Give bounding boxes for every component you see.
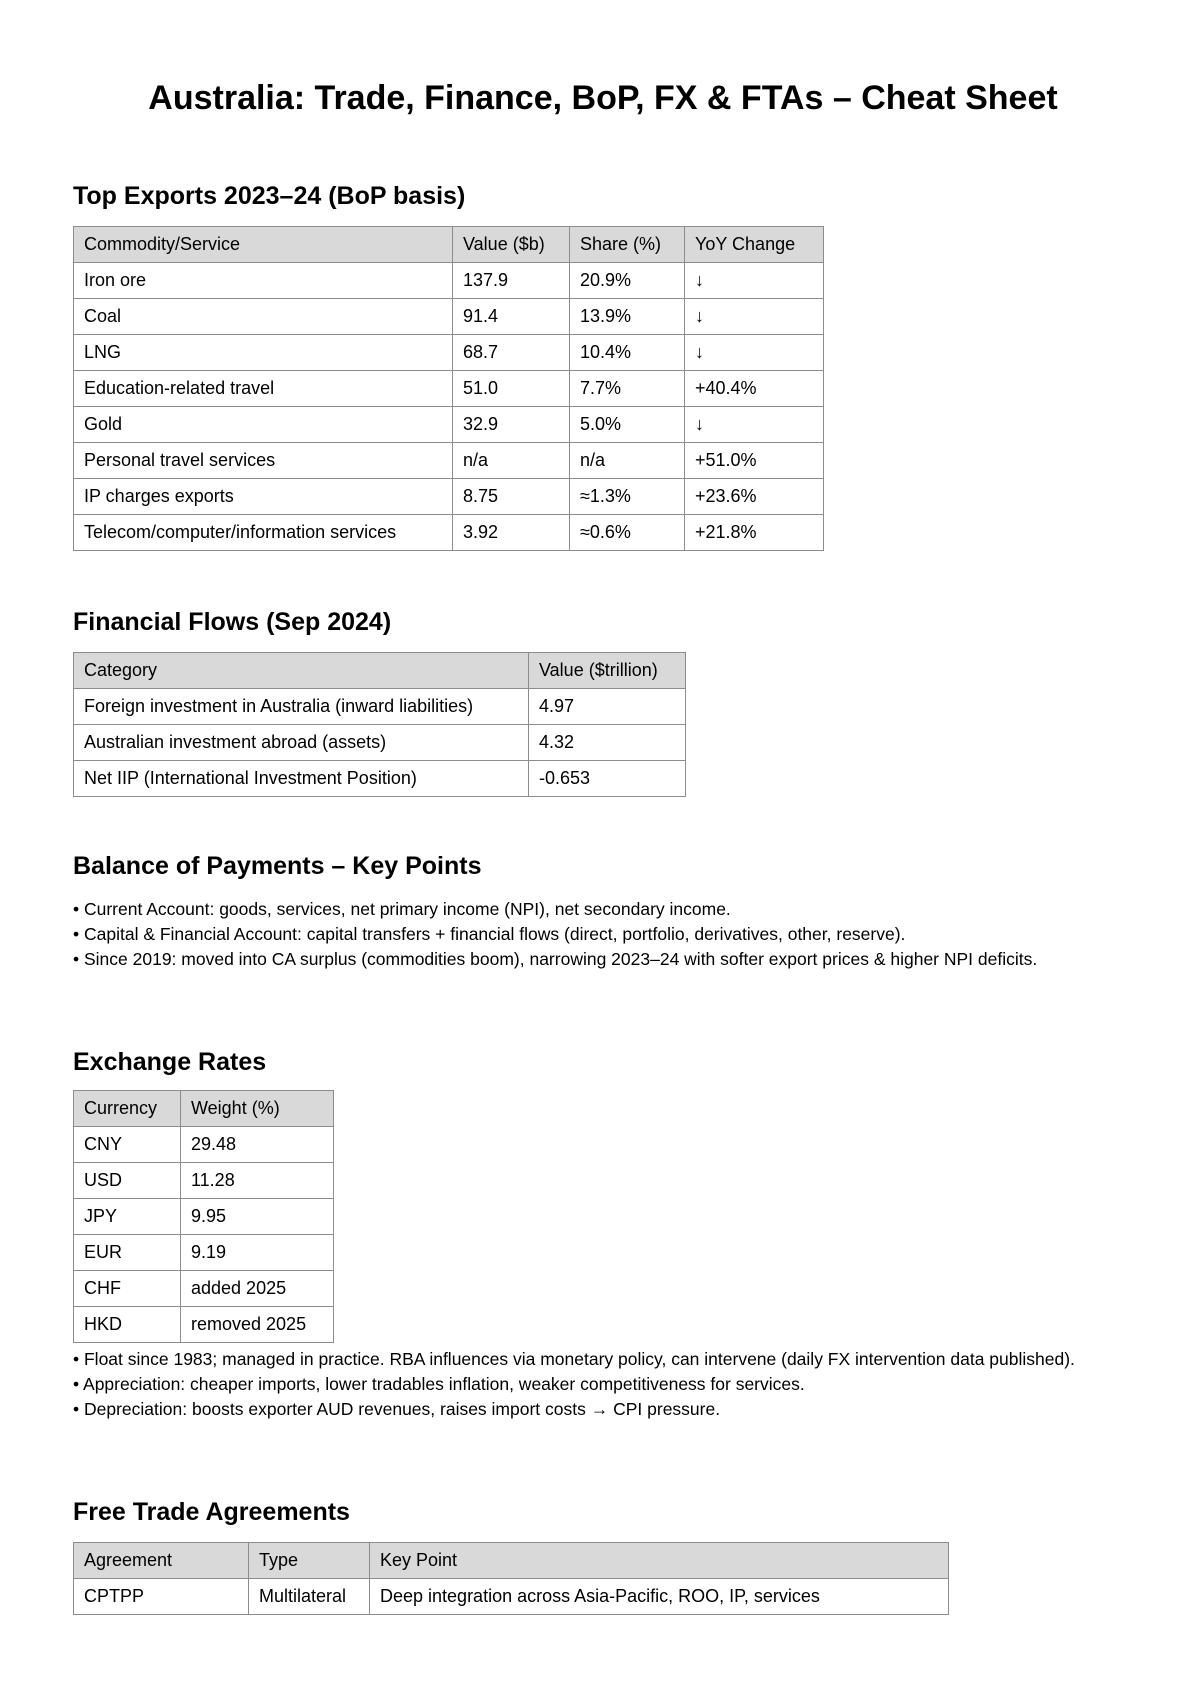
flows-heading: Financial Flows (Sep 2024) [73,608,392,636]
fx-table [73,1090,334,1343]
bullet-item: • Capital & Financial Account: capital transfers + financial flows (direct, portfolio, derivatives, other, reserve). [73,924,906,944]
table-cell: 13.9% [570,299,685,335]
table-row [74,407,824,443]
fta-table [73,1542,949,1615]
table-cell: +51.0% [685,443,824,479]
fx-heading: Exchange Rates [73,1048,267,1076]
column-header: Commodity/Service [74,227,453,263]
exports-heading: Top Exports 2023–24 (BoP basis) [73,182,466,210]
table-row [74,1579,949,1615]
fx-bullet-list [73,1348,1133,1423]
bullet-item: • Float since 1983; managed in practice. RBA influences via monetary policy, can intervene (daily FX intervention data published). [73,1349,1075,1369]
table-cell: Australian investment abroad (assets) [74,725,529,761]
table-cell: 9.19 [181,1235,334,1271]
table-row [74,1307,334,1343]
table-cell: +23.6% [685,479,824,515]
table-cell: n/a [453,443,570,479]
table-cell: Coal [74,299,453,335]
table-cell: Personal travel services [74,443,453,479]
bullet-item: • Since 2019: moved into CA surplus (commodities boom), narrowing 2023–24 with softer export prices & higher NPI deficits. [73,949,1038,969]
table-cell: 9.95 [181,1199,334,1235]
table-cell: 20.9% [570,263,685,299]
table-cell: ↓ [685,407,824,443]
column-header: Share (%) [570,227,685,263]
table-cell: Deep integration across Asia-Pacific, ROO, IP, services [370,1579,949,1615]
table-cell: Telecom/computer/information services [74,515,453,551]
table-cell: 11.28 [181,1163,334,1199]
bullet-item: • Depreciation: boosts exporter AUD revenues, raises import costs → CPI pressure. [73,1399,721,1419]
table-cell: -0.653 [529,761,686,797]
table-row [74,299,824,335]
table-header-row [74,227,824,263]
bullet-item: • Appreciation: cheaper imports, lower tradables inflation, weaker competitiveness for services. [73,1374,805,1394]
column-header: Key Point [370,1543,949,1579]
page-title: Australia: Trade, Finance, BoP, FX & FTAs – Cheat Sheet [148,79,1058,117]
table-cell: 51.0 [453,371,570,407]
table-row [74,335,824,371]
table-row [74,761,686,797]
table-cell: removed 2025 [181,1307,334,1343]
table-cell: 29.48 [181,1127,334,1163]
table-row [74,479,824,515]
table-row [74,443,824,479]
table-cell: n/a [570,443,685,479]
table-cell: Gold [74,407,453,443]
bop-bullet-list [73,898,1133,973]
table-cell: +40.4% [685,371,824,407]
column-header: Value ($b) [453,227,570,263]
table-cell: Iron ore [74,263,453,299]
table-row [74,1199,334,1235]
table-cell: 32.9 [453,407,570,443]
table-row [74,1163,334,1199]
column-header: Type [249,1543,370,1579]
table-cell: ↓ [685,299,824,335]
table-cell: 4.32 [529,725,686,761]
table-cell: 10.4% [570,335,685,371]
table-cell: Education-related travel [74,371,453,407]
table-row [74,1271,334,1307]
table-cell: HKD [74,1307,181,1343]
table-cell: Net IIP (International Investment Position) [74,761,529,797]
table-cell: 7.7% [570,371,685,407]
bullet-item: • Current Account: goods, services, net primary income (NPI), net secondary income. [73,899,731,919]
flows-table [73,652,686,797]
table-cell: 8.75 [453,479,570,515]
table-cell: 4.97 [529,689,686,725]
column-header: YoY Change [685,227,824,263]
table-cell: IP charges exports [74,479,453,515]
table-header-row [74,1543,949,1579]
bop-heading: Balance of Payments – Key Points [73,852,482,880]
table-row [74,515,824,551]
table-cell: ≈1.3% [570,479,685,515]
table-cell: +21.8% [685,515,824,551]
table-row [74,689,686,725]
column-header: Agreement [74,1543,249,1579]
table-cell: USD [74,1163,181,1199]
table-cell: CHF [74,1271,181,1307]
table-cell: JPY [74,1199,181,1235]
column-header: Category [74,653,529,689]
table-cell: 3.92 [453,515,570,551]
table-cell: 5.0% [570,407,685,443]
table-cell: ≈0.6% [570,515,685,551]
table-row [74,1235,334,1271]
column-header: Currency [74,1091,181,1127]
table-cell: 68.7 [453,335,570,371]
table-header-row [74,1091,334,1127]
column-header: Value ($trillion) [529,653,686,689]
table-row [74,371,824,407]
table-header-row [74,653,686,689]
table-cell: 91.4 [453,299,570,335]
exports-table [73,226,824,551]
table-row [74,263,824,299]
column-header: Weight (%) [181,1091,334,1127]
table-cell: ↓ [685,335,824,371]
table-cell: Multilateral [249,1579,370,1615]
table-cell: CNY [74,1127,181,1163]
table-cell: 137.9 [453,263,570,299]
table-cell: CPTPP [74,1579,249,1615]
fta-heading: Free Trade Agreements [73,1498,350,1526]
table-cell: LNG [74,335,453,371]
table-cell: ↓ [685,263,824,299]
table-cell: added 2025 [181,1271,334,1307]
table-cell: EUR [74,1235,181,1271]
table-row [74,725,686,761]
table-row [74,1127,334,1163]
table-cell: Foreign investment in Australia (inward liabilities) [74,689,529,725]
